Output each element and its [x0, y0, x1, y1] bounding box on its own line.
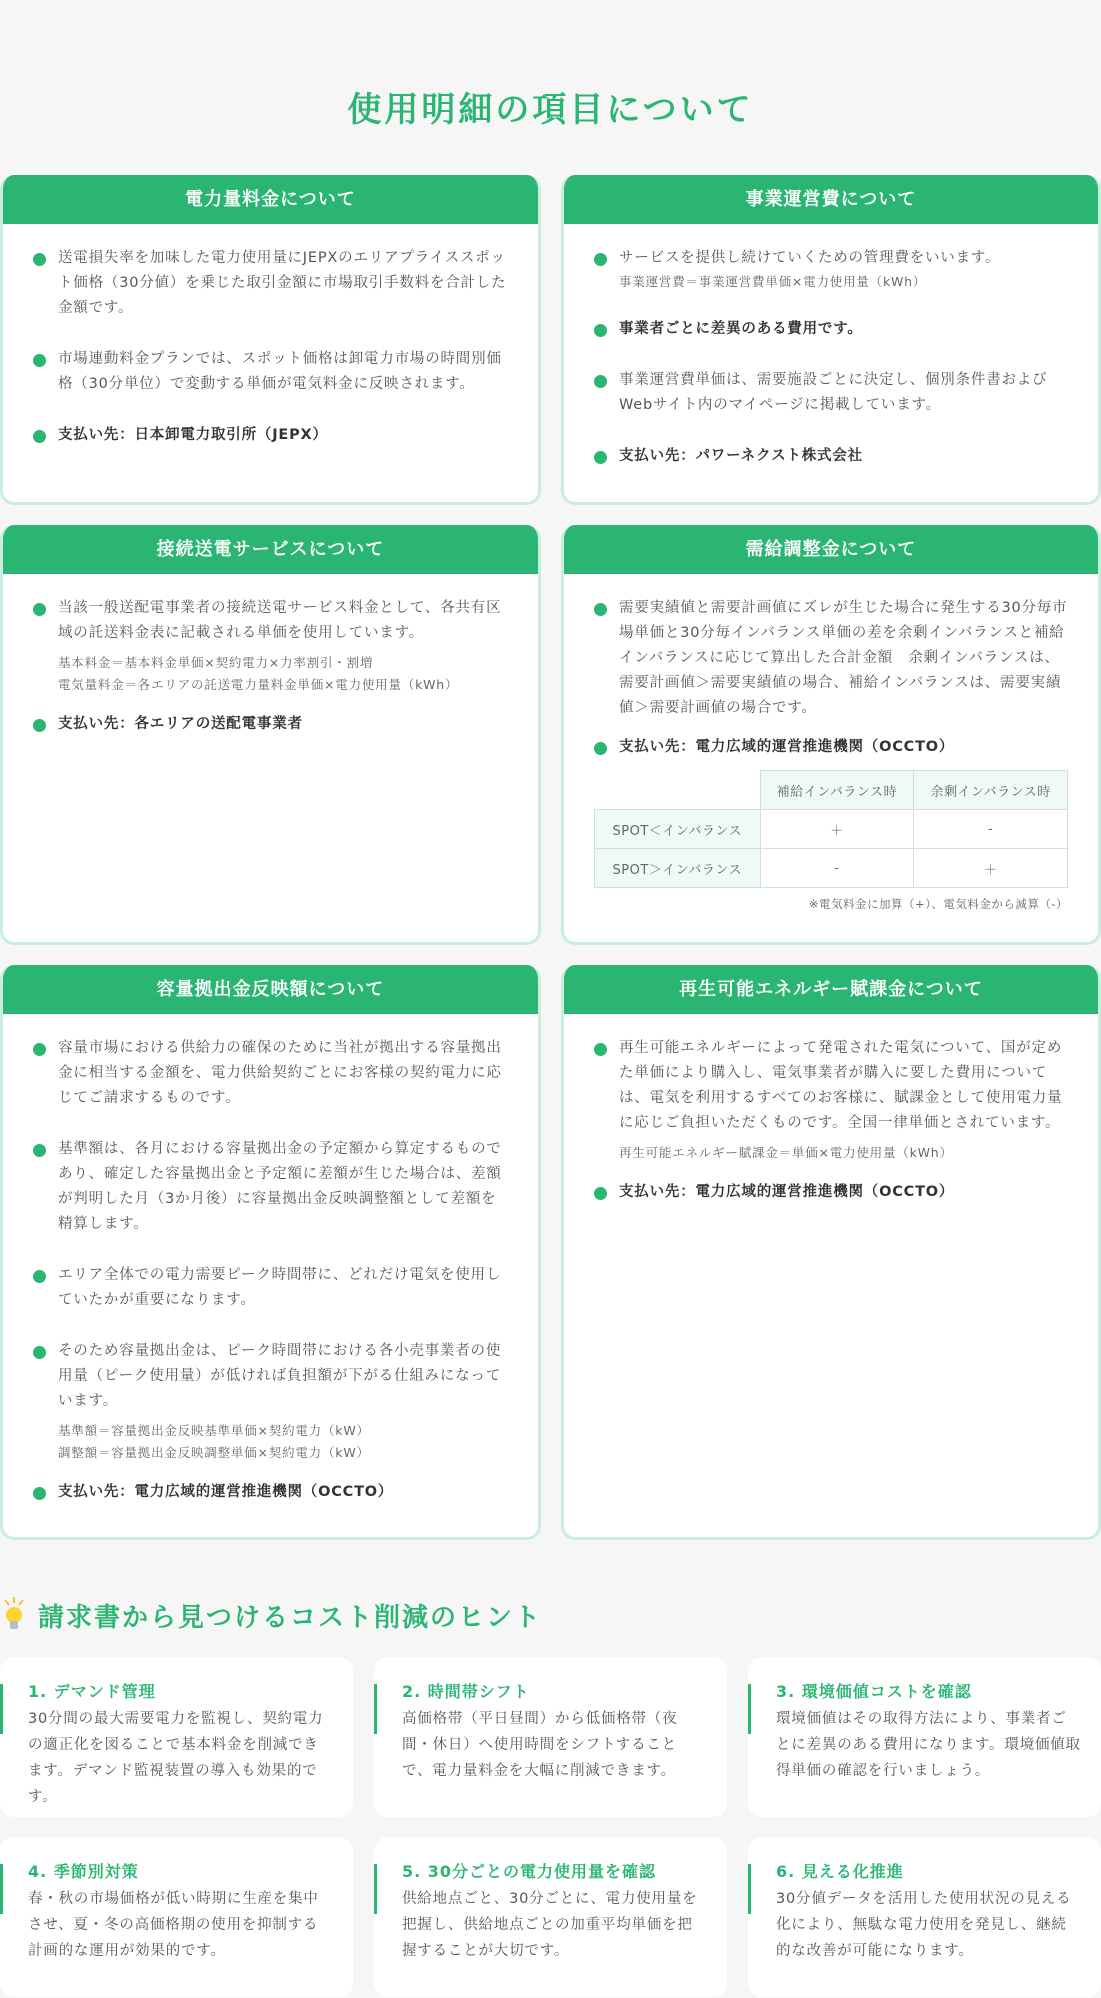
- list-item: [33, 1339, 508, 1464]
- table-cell: ＋: [914, 849, 1068, 888]
- tip-card: [748, 1657, 1101, 1817]
- formula: 基準額＝容量拠出金反映基準単価×契約電力（kW）: [58, 1423, 370, 1438]
- list-item: [33, 596, 508, 696]
- formula: 事業運営費＝事業運営費単価×電力使用量（kWh）: [619, 274, 927, 289]
- list-item: エリア全体での電力需要ピーク時間帯に、どれだけ電気を使用していたかが重要になります。: [33, 1263, 508, 1313]
- table-note: ※電気料金に加算（+）、電気料金から減算（-）: [808, 897, 1068, 911]
- tip-card: [748, 1837, 1101, 1997]
- list-item: 容量市場における供給力の確保のために当社が拠出する容量拠出金に相当する金額を、電力供給契約ごとにお客様の契約電力に応じてご請求するものです。: [33, 1036, 508, 1111]
- item-text: サービスを提供し続けていくための管理費をいいます。: [619, 250, 1001, 266]
- row-header: SPOT＜インバランス: [595, 810, 761, 849]
- accent-bar: [748, 1864, 751, 1914]
- card-title: 事業運営費について: [561, 175, 1101, 224]
- payee-item: 支払い先：電力広域的運営推進機関（OCCTO）: [594, 735, 1068, 760]
- tip-card: [0, 1657, 353, 1817]
- table-cell: ＋: [760, 810, 914, 849]
- tip-text: 春・秋の市場価格が低い時期に生産を集中させ、夏・冬の高価格期の使用を抑制する計画的な運用が効果的です。: [28, 1891, 319, 1959]
- tip-title: 6. 見える化推進: [776, 1862, 904, 1881]
- list-item: 事業者ごとに差異のある費用です。: [594, 317, 1068, 342]
- list-item: 需要実績値と需要計画値にズレが生じた場合に発生する30分毎市場単価と30分毎インバランス単価の差を余剰インバランスと補給インバランスに応じて算出した合計金額 余剰インバランスは、需要計画値＞需要実績値の場合、補給インバランスは、需要実績値＞需要計画値の場合です。: [594, 596, 1068, 721]
- card-balancing: [561, 525, 1101, 945]
- list-item: 送電損失率を加味した電力使用量にJEPXのエリアプライススポット価格（30分値）を乗じた取引金額に市場取引手数料を合計した金額です。: [33, 246, 508, 321]
- card-operation-fee: [561, 175, 1101, 505]
- accent-bar: [0, 1864, 3, 1914]
- tip-text: 30分間の最大需要電力を監視し、契約電力の適正化を図ることで基本料金を削減できます。デマンド監視装置の導入も効果的です。: [28, 1711, 324, 1805]
- payee-item: 支払い先：電力広域的運営推進機関（OCCTO）: [33, 1480, 508, 1505]
- formula: 基本料金＝基本料金単価×契約電力×力率割引・割増: [58, 655, 374, 670]
- tip-title: 3. 環境価値コストを確認: [776, 1682, 972, 1701]
- formula: 電気量料金＝各エリアの託送電力量料金単価×電力使用量（kWh）: [58, 677, 459, 692]
- item-text: そのため容量拠出金は、ピーク時間帯における各小売事業者の使用量（ピーク使用量）が低ければ負担額が下がる仕組みになっています。: [58, 1343, 502, 1409]
- card-title: 接続送電サービスについて: [0, 525, 541, 574]
- tip-title: 4. 季節別対策: [28, 1862, 139, 1881]
- card-title: 容量拠出金反映額について: [0, 965, 541, 1014]
- lightbulb-icon: [0, 1596, 32, 1634]
- card-energy-charge: [0, 175, 541, 505]
- hints-heading: [0, 1596, 542, 1634]
- tip-card: [0, 1837, 353, 1997]
- accent-bar: [0, 1684, 3, 1734]
- table-row: [595, 810, 1068, 849]
- table-cell: -: [760, 849, 914, 888]
- list-item: 基準額は、各月における容量拠出金の予定額から算定するものであり、確定した容量拠出金と予定額に差額が生じた場合は、差額が判明した月（3か月後）に容量拠出金反映調整額として差額を精算します。: [33, 1137, 508, 1237]
- table-header: 補給インバランス時: [760, 771, 914, 810]
- table-header: 余剰インバランス時: [914, 771, 1068, 810]
- tip-card: [374, 1657, 727, 1817]
- table-cell: -: [914, 810, 1068, 849]
- list-item: [594, 1036, 1068, 1164]
- payee-item: 支払い先：パワーネクスト株式会社: [594, 444, 1068, 469]
- accent-bar: [374, 1864, 377, 1914]
- tip-text: 供給地点ごと、30分ごとに、電力使用量を把握し、供給地点ごとの加重平均単価を把握することが大切です。: [402, 1891, 698, 1959]
- accent-bar: [374, 1684, 377, 1734]
- formula: 再生可能エネルギー賦課金＝単価×電力使用量（kWh）: [619, 1145, 953, 1160]
- row-header: SPOT＞インバランス: [595, 849, 761, 888]
- table-header-row: [595, 771, 1068, 810]
- payee-item: 支払い先：各エリアの送配電事業者: [33, 712, 508, 737]
- card-title: 再生可能エネルギー賦課金について: [561, 965, 1101, 1014]
- list-item: [594, 246, 1068, 293]
- card-renewable: [561, 965, 1101, 1540]
- accent-bar: [748, 1684, 751, 1734]
- tip-title: 5. 30分ごとの電力使用量を確認: [402, 1862, 657, 1881]
- card-title: 電力量料金について: [0, 175, 541, 224]
- item-text: 当該一般送配電事業者の接続送電サービス料金として、各共有区域の託送料金表に記載される単価を使用しています。: [58, 600, 502, 641]
- table-corner: [595, 771, 761, 810]
- tip-card: [374, 1837, 727, 1997]
- list-item: 市場連動料金プランでは、スポット価格は卸電力市場の時間別価格（30分単位）で変動する単価が電気料金に反映されます。: [33, 347, 508, 397]
- tip-title: 1. デマンド管理: [28, 1682, 156, 1701]
- hints-title: 請求書から見つけるコスト削減のヒント: [38, 1602, 543, 1633]
- tip-text: 30分値データを活用した使用状況の見える化により、無駄な電力使用を発見し、継続的な改善が可能になります。: [776, 1891, 1072, 1959]
- table-row: [595, 849, 1068, 888]
- tip-text: 高価格帯（平日昼間）から低価格帯（夜間・休日）へ使用時間をシフトすることで、電力量料金を大幅に削減できます。: [402, 1711, 678, 1779]
- tip-title: 2. 時間帯シフト: [402, 1682, 530, 1701]
- list-item: 事業運営費単価は、需要施設ごとに決定し、個別条件書およびWebサイト内のマイページに掲載しています。: [594, 368, 1068, 418]
- payee-item: 支払い先：日本卸電力取引所（JEPX）: [33, 423, 508, 448]
- item-text: 再生可能エネルギーによって発電された電気について、国が定めた単価により購入し、電気事業者が購入に要した費用については、電気を利用するすべてのお客様に、賦課金として使用電力量に応じご負担いただくものです。全国一律単価とされています。: [619, 1040, 1063, 1131]
- card-title: 需給調整金について: [561, 525, 1101, 574]
- card-capacity: [0, 965, 541, 1540]
- card-transmission: [0, 525, 541, 945]
- payee-item: 支払い先：電力広域的運営推進機関（OCCTO）: [594, 1180, 1068, 1205]
- imbalance-table: [594, 770, 1068, 888]
- tip-text: 環境価値はその取得方法により、事業者ごとに差異のある費用になります。環境価値取得単価の確認を行いましょう。: [776, 1711, 1081, 1779]
- formula: 調整額＝容量拠出金反映調整単価×契約電力（kW）: [58, 1445, 370, 1460]
- page-title: 使用明細の項目について: [347, 90, 754, 130]
